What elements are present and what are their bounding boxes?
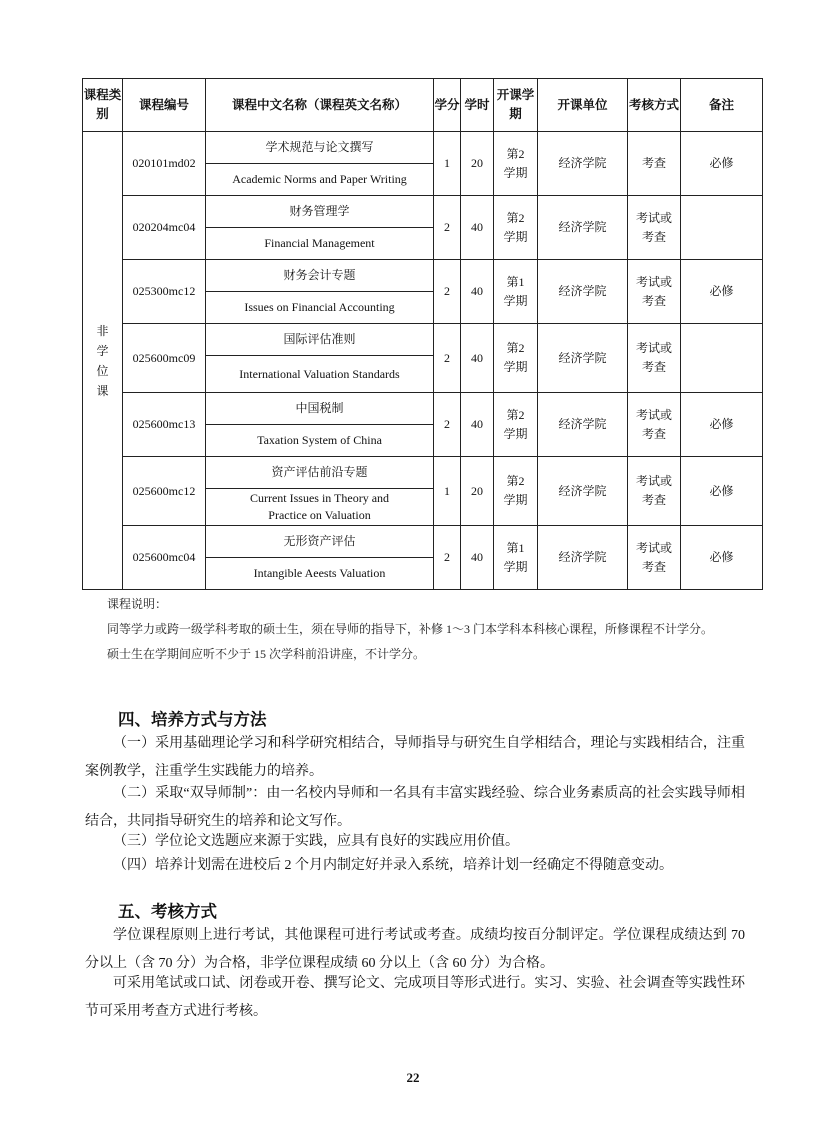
course-unit: 经济学院: [538, 132, 628, 196]
course-unit: 经济学院: [538, 260, 628, 324]
notes-line: 同等学力或跨一级学科考取的硕士生，须在导师的指导下，补修 1～3 门本学科本科核心课程，所修课程不计学分。: [107, 622, 714, 636]
course-hours: 40: [461, 260, 494, 324]
header-name: 课程中文名称（课程英文名称）: [206, 79, 434, 132]
course-unit: 经济学院: [538, 526, 628, 590]
section5-para: 学位课程原则上进行考试，其他课程可进行考试或考查。成绩均按百分制评定。学位课程成绩达到 70 分以上（含 70 分）为合格，非学位课程成绩 60 分以上（含 60 分）为合格。: [85, 928, 745, 971]
course-exam: 考试或考查: [628, 393, 681, 457]
course-credit: 2: [434, 260, 461, 324]
course-hours: 40: [461, 393, 494, 457]
course-code: 025600mc12: [123, 457, 206, 526]
section4-para: （三）学位论文选题应来源于实践，应具有良好的实践应用价值。: [113, 834, 519, 849]
course-code: 020101md02: [123, 132, 206, 196]
header-hours: 学时: [461, 79, 494, 132]
course-remark: [681, 196, 763, 260]
course-code: 020204mc04: [123, 196, 206, 260]
table-header: [83, 79, 763, 132]
course-exam: 考试或考查: [628, 526, 681, 590]
header-exam: 考核方式: [628, 79, 681, 132]
course-name-cn: 学术规范与论文撰写: [206, 132, 434, 164]
course-exam: 考试或考查: [628, 196, 681, 260]
course-hours: 40: [461, 324, 494, 393]
course-name-cn: 财务会计专题: [206, 260, 434, 292]
course-name-en: Financial Management: [206, 228, 434, 260]
course-name-cn: 中国税制: [206, 393, 434, 425]
section4-para: （二）采取“双导师制”：由一名校内导师和一名具有丰富实践经验、综合业务素质高的社会实践导师相结合，共同指导研究生的培养和论文写作。: [85, 786, 745, 829]
course-exam: 考试或考查: [628, 260, 681, 324]
course-table: [82, 78, 763, 590]
course-category: 非学位课: [83, 132, 123, 590]
table-row: [83, 132, 763, 164]
course-code: 025600mc04: [123, 526, 206, 590]
course-name-en: International Valuation Standards: [206, 356, 434, 393]
section4-para: （四）培养计划需在进校后 2 个月内制定好并录入系统，培养计划一经确定不得随意变动。: [113, 858, 673, 873]
page-number: 22: [406, 1070, 420, 1085]
course-name-en: Academic Norms and Paper Writing: [206, 164, 434, 196]
course-credit: 2: [434, 196, 461, 260]
course-remark: 必修: [681, 393, 763, 457]
course-name-cn: 财务管理学: [206, 196, 434, 228]
course-exam: 考试或考查: [628, 324, 681, 393]
course-notes: [107, 592, 713, 667]
course-name-cn: 国际评估准则: [206, 324, 434, 356]
header-remark: 备注: [681, 79, 763, 132]
course-hours: 40: [461, 196, 494, 260]
course-hours: 20: [461, 457, 494, 526]
course-code: 025300mc12: [123, 260, 206, 324]
notes-line: 硕士生在学期间应听不少于 15 次学科前沿讲座，不计学分。: [107, 647, 426, 661]
header-code: 课程编号: [123, 79, 206, 132]
course-name-en: Issues on Financial Accounting: [206, 292, 434, 324]
course-credit: 2: [434, 526, 461, 590]
course-term: 第1学期: [494, 260, 538, 324]
header-unit: 开课单位: [538, 79, 628, 132]
course-term: 第2学期: [494, 457, 538, 526]
header-credit: 学分: [434, 79, 461, 132]
table-row: [83, 393, 763, 425]
course-unit: 经济学院: [538, 196, 628, 260]
course-credit: 1: [434, 457, 461, 526]
table-row: [83, 324, 763, 356]
course-remark: 必修: [681, 526, 763, 590]
course-credit: 2: [434, 324, 461, 393]
course-name-cn: 资产评估前沿专题: [206, 457, 434, 489]
course-remark: 必修: [681, 260, 763, 324]
course-code: 025600mc09: [123, 324, 206, 393]
notes-title: 课程说明：: [107, 597, 168, 611]
course-hours: 40: [461, 526, 494, 590]
section4-para: （一）采用基础理论学习和科学研究相结合，导师指导与研究生自学相结合，理论与实践相结合，注重案例教学，注重学生实践能力的培养。: [85, 736, 745, 779]
course-unit: 经济学院: [538, 324, 628, 393]
course-term: 第1学期: [494, 526, 538, 590]
section5-para: 可采用笔试或口试、闭卷或开卷、撰写论文、完成项目等形式进行。实习、实验、社会调查等实践性环节可采用考查方式进行考核。: [85, 976, 745, 1019]
course-code: 025600mc13: [123, 393, 206, 457]
course-term: 第2学期: [494, 324, 538, 393]
course-remark: 必修: [681, 457, 763, 526]
course-name-cn: 无形资产评估: [206, 526, 434, 558]
table-row: [83, 526, 763, 558]
course-credit: 1: [434, 132, 461, 196]
table-row: [83, 457, 763, 489]
course-remark: [681, 324, 763, 393]
section4-title: 四、培养方式与方法: [118, 710, 267, 729]
section5-title: 五、考核方式: [118, 902, 217, 921]
course-term: 第2学期: [494, 132, 538, 196]
course-unit: 经济学院: [538, 393, 628, 457]
table-row: [83, 196, 763, 228]
course-term: 第2学期: [494, 196, 538, 260]
table-row: [83, 260, 763, 292]
course-exam: 考查: [628, 132, 681, 196]
course-term: 第2学期: [494, 393, 538, 457]
course-exam: 考试或考查: [628, 457, 681, 526]
header-term: 开课学期: [494, 79, 538, 132]
course-credit: 2: [434, 393, 461, 457]
course-name-en: Intangible Aeests Valuation: [206, 558, 434, 590]
course-name-en: Current Issues in Theory and Practice on Valuation: [206, 489, 434, 526]
course-remark: 必修: [681, 132, 763, 196]
course-name-en: Taxation System of China: [206, 425, 434, 457]
course-unit: 经济学院: [538, 457, 628, 526]
course-hours: 20: [461, 132, 494, 196]
header-category: 课程类别: [83, 79, 123, 132]
